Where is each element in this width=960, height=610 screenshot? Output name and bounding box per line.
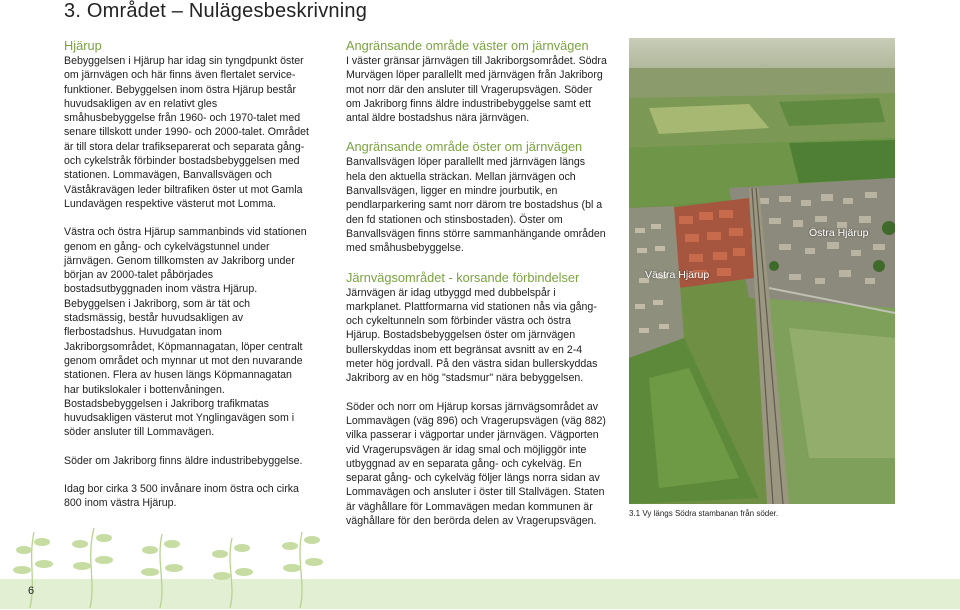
- aerial-photo: [629, 38, 895, 504]
- section-heading-west: Angränsande område väster om järnvägen: [346, 38, 589, 53]
- paragraph: Västra och östra Hjärup sammanbinds vid stationen genom en gång- och cykelvägstunnel under järnvägen. Genom tillkomsten av Jakriborg under början av 2000-talet påbörjades bostadsutbyggnaden inom västra Hjärup. Bebyggelsen i Jakriborg, som är tät och stadsmässig, består huvudsakligen av flerbostadshus. Huvudgatan inom Jakriborgsområdet, Köpmannagatan, löper centralt genom området och mynnar ut mot den nuvarande stationen. Flera av husen längs Köpmannagatan har butikslokaler i bottenvåningen. Bostadsbebyggelsen i Jakriborg trafikmatas huvudsakligen västerut mot Ynglingavägen som i söder ansluter till Lommavägen.: [64, 226, 307, 439]
- left-column: [64, 38, 309, 525]
- section-heading-east: Angränsande område öster om järnvägen: [346, 139, 583, 155]
- paragraph: I väster gränsar järnvägen till Jakriborgsområdet. Södra Murvägen löper parallellt med järnvägen från Jakriborg mot norr där den ansluter till Vragerupsvägen. Söder om Jakriborg finns äldre industribebyggelse samt ett antal äldre bostadshus nära järnvägen.: [346, 55, 607, 125]
- paragraph: Idag bor cirka 3 500 invånare inom östra och cirka 800 inom västra Hjärup.: [64, 483, 299, 510]
- middle-column: [346, 38, 608, 542]
- photo-label-west: Västra Hjärup: [645, 269, 710, 281]
- paragraph: Banvallsvägen löper parallellt med järnvägen längs hela den aktuella sträckan. Mellan järnvägen och Banvallsvägen, ligger en mindre jourbutik, en pendlarparkering samt norr därom tre bostadshus (bl a den fd stationen och stinsbostaden). Öster om Banvallsvägen finns större sammanhängande områden med småhusbebyggelse.: [346, 156, 606, 255]
- photo-label-east: Östra Hjärup: [809, 227, 869, 239]
- section-heading-hjarup: Hjärup: [64, 38, 102, 53]
- paragraph: Söder om Jakriborg finns äldre industribebyggelse.: [64, 454, 303, 467]
- section-heading-railway: Järnvägsområdet - korsande förbindelser: [346, 269, 580, 285]
- page-number: 6: [28, 585, 35, 597]
- plant-ornament: [0, 520, 380, 610]
- paragraph: Söder och norr om Hjärup korsas järnvägsområdet av Lommavägen (väg 896) och Vragerupsvägen (väg 882) vilka passerar i vägportar under järnvägen. Vägporten vid Vragerupsvägen är idag smal och möjliggör inte utbyggnad av en separata gång- och cykelväg. En separat gång- och cykelväg följer längs norra sidan av Lommavägen och ansluter i öster till Stallvägen. Staten är väghållare för Lommavägen medan kommunen är väghållare för den berörda delen av Vragerupsvägen.: [346, 400, 606, 528]
- photo-caption: 3.1 Vy längs Södra stambanan från söder.: [629, 509, 779, 518]
- paragraph: Bebyggelsen i Hjärup har idag sin tyngdpunkt öster om järnvägen och här finns även flertalet service-funktioner. Bebyggelsen inom östra Hjärup består huvudsakligen av en relativt gles småhusbebyggelse från 1960- och 1970-talet med senare tillskott under 1990- och 2000-talet. Området är till stora delar trafikseparerat och separata gång- och cykelstråk förbinder bostadsbebyggelsen med stationen. Lommavägen, Banvallsvägen och Väståkravägen leder biltrafiken öster ut mot Gamla Lundavägen respektive västerut mot Lomma.: [64, 55, 309, 210]
- page-title: 3. Området – Nulägesbeskrivning: [64, 0, 368, 22]
- paragraph: Järnvägen är idag utbyggd med dubbelspår i markplanet. Plattformarna vid stationen nås via gång- och cykeltunneln som förbinder västra och östra Hjärup. Bostadsbebyggelsen öster om järnvägen bullerskyddas inom ett begränsat avsnitt av en 2-4 meter hög jordvall. På den västra sidan bullerskyddas Jakriborg av en hög "stadsmur" nära bebyggelsen.: [346, 286, 598, 385]
